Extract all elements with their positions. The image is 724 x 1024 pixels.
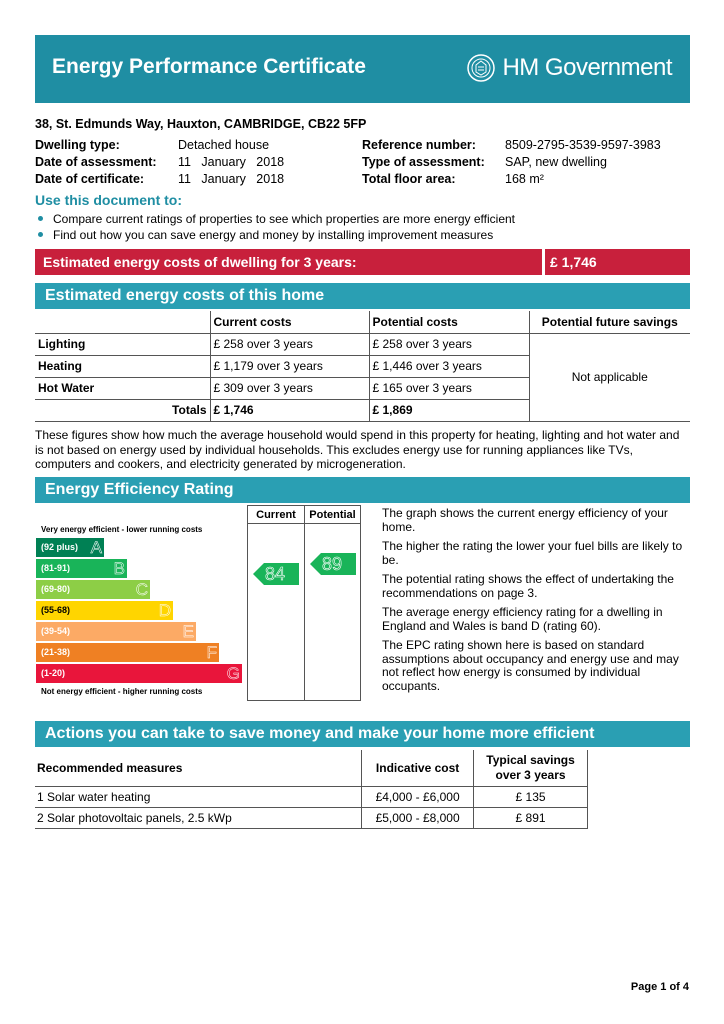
potential-rating-arrow [310, 553, 356, 575]
list-item [35, 212, 515, 228]
band-letter: F [206, 643, 217, 662]
eer-explanation [382, 507, 690, 699]
divider [304, 505, 305, 701]
band-range: (21-38) [41, 647, 71, 657]
divider [247, 505, 361, 506]
divider [247, 700, 361, 701]
potential-savings-value: Not applicable [529, 333, 690, 421]
table-header-savings: Potential future savings [529, 311, 690, 333]
rating-band-e [36, 622, 196, 641]
band-range: (81-91) [41, 563, 71, 573]
date-certificate-value: 11 January 2018 [178, 172, 285, 186]
bullet-icon [38, 216, 43, 221]
row-potential: £ 258 over 3 years [369, 333, 529, 355]
list-item-text: Find out how you can save energy and money by installing improvement measures [53, 228, 494, 242]
eer-top-label: Very energy efficient - lower running costs [41, 525, 203, 534]
list-item [35, 228, 515, 244]
measure-name: 1 Solar water heating [35, 786, 362, 807]
divider [360, 505, 361, 701]
band-letter: E [182, 622, 194, 641]
eer-paragraph: The higher the rating the lower your fuel bills are likely to be. [382, 539, 683, 567]
list-item-text: Compare current ratings of properties to see which properties are more energy efficient [53, 212, 516, 226]
hm-government-logo [466, 52, 672, 84]
total-current: £ 1,746 [210, 399, 369, 421]
band-range: (69-80) [41, 584, 71, 594]
estimated-3yr-value: £ 1,746 [550, 254, 597, 270]
costs-section-heading [35, 283, 690, 309]
estimated-3yr-label: Estimated energy costs of dwelling for 3 years: [43, 254, 357, 270]
table-header-savings: Typical savings over 3 years [474, 750, 588, 786]
actions-section-heading [35, 721, 690, 747]
band-letter: D [158, 601, 171, 620]
eer-paragraph: The EPC rating shown here is based on standard assumptions about occupancy and energy use and may not reflect how energy is consumed by individual occupants. [382, 638, 679, 693]
reference-value: 8509-2795-3539-9597-3983 [505, 138, 661, 152]
table-row [35, 807, 588, 828]
type-assessment-label: Type of assessment: [362, 155, 485, 169]
dwelling-type-value: Detached house [178, 138, 270, 152]
row-label: Hot Water [35, 377, 210, 399]
table-row [35, 786, 588, 807]
rating-band-c [36, 580, 150, 599]
estimated-3yr-costs-bar [35, 249, 690, 275]
page-title: Energy Performance Certificate [52, 55, 366, 78]
divider [247, 505, 248, 701]
band-range: (1-20) [41, 668, 66, 678]
royal-crest-icon [466, 53, 496, 83]
potential-column-header: Potential [309, 509, 356, 521]
table-header-potential: Potential costs [369, 311, 529, 333]
table-header-measures: Recommended measures [35, 750, 362, 786]
eer-paragraph: The average energy efficiency rating for a dwelling in England and Wales is band D (rating 60). [382, 605, 663, 633]
row-label: Heating [35, 355, 210, 377]
floor-area-value: 168 m² [505, 172, 544, 186]
date-assessment-label: Date of assessment: [35, 155, 157, 169]
date-assessment-value: 11 January 2018 [178, 155, 285, 169]
row-potential: £ 1,446 over 3 years [369, 355, 529, 377]
rating-band-d [36, 601, 173, 620]
page-header [35, 35, 690, 103]
divider [247, 523, 361, 524]
table-header-current: Current costs [210, 311, 369, 333]
table-header-cost: Indicative cost [362, 750, 474, 786]
energy-efficiency-chart [35, 505, 361, 701]
reference-label: Reference number: [362, 138, 476, 152]
section-title: Estimated energy costs of this home [45, 287, 325, 304]
measure-cost: £5,000 - £8,000 [362, 807, 474, 828]
bullet-icon [38, 232, 43, 237]
band-range: (39-54) [41, 626, 71, 636]
use-document-heading: Use this document to: [35, 192, 183, 208]
section-title: Actions you can take to save money and make your home more efficient [45, 725, 595, 742]
energy-costs-table [35, 311, 690, 422]
rating-band-a [36, 538, 104, 557]
band-letter: A [90, 538, 102, 557]
totals-label: Totals [35, 399, 210, 421]
property-details [35, 138, 695, 189]
potential-rating-value: 89 [322, 554, 343, 574]
dwelling-type-label: Dwelling type: [35, 138, 120, 152]
costs-note: These figures show how much the average household would spend in this property for heating, lighting and hot water and is not based on energy used by individual households. This excludes energy use for running appliances like TVs, computers and cookers, and electricity generated by microgeneration. [35, 428, 680, 471]
eer-paragraph: The graph shows the current energy efficiency of your home. [382, 506, 668, 534]
band-range: (92 plus) [41, 542, 79, 552]
page-number: Page 1 of 4 [630, 981, 689, 993]
use-document-list [35, 212, 515, 244]
band-letter: B [113, 559, 125, 578]
eer-section-heading [35, 477, 690, 503]
current-rating-arrow [253, 563, 299, 585]
divider [542, 249, 545, 275]
date-certificate-label: Date of certificate: [35, 172, 145, 186]
rating-band-b [36, 559, 127, 578]
measure-saving: £ 891 [474, 807, 588, 828]
measure-saving: £ 135 [474, 786, 588, 807]
band-letter: G [226, 664, 240, 683]
recommended-measures-table [35, 750, 588, 829]
table-row [35, 333, 690, 355]
floor-area-label: Total floor area: [362, 172, 456, 186]
row-current: £ 1,179 over 3 years [210, 355, 369, 377]
total-potential: £ 1,869 [369, 399, 529, 421]
measure-name: 2 Solar photovoltaic panels, 2.5 kWp [35, 807, 362, 828]
row-current: £ 258 over 3 years [210, 333, 369, 355]
type-assessment-value: SAP, new dwelling [505, 155, 607, 169]
current-column-header: Current [256, 509, 296, 521]
eer-bottom-label: Not energy efficient - higher running costs [41, 687, 203, 696]
rating-band-g [36, 664, 242, 683]
band-range: (55-68) [41, 605, 71, 615]
rating-band-f [36, 643, 219, 662]
table-header-blank [35, 311, 210, 333]
eer-paragraph: The potential rating shows the effect of undertaking the recommendations on page 3. [382, 572, 674, 600]
section-title: Energy Efficiency Rating [45, 481, 234, 498]
property-address: 38, St. Edmunds Way, Hauxton, CAMBRIDGE, CB22 5FP [35, 117, 367, 131]
row-current: £ 309 over 3 years [210, 377, 369, 399]
row-label: Lighting [35, 333, 210, 355]
hm-government-text: HM Government [502, 54, 672, 81]
band-letter: C [135, 580, 148, 599]
row-potential: £ 165 over 3 years [369, 377, 529, 399]
current-rating-value: 84 [265, 564, 286, 584]
measure-cost: £4,000 - £6,000 [362, 786, 474, 807]
